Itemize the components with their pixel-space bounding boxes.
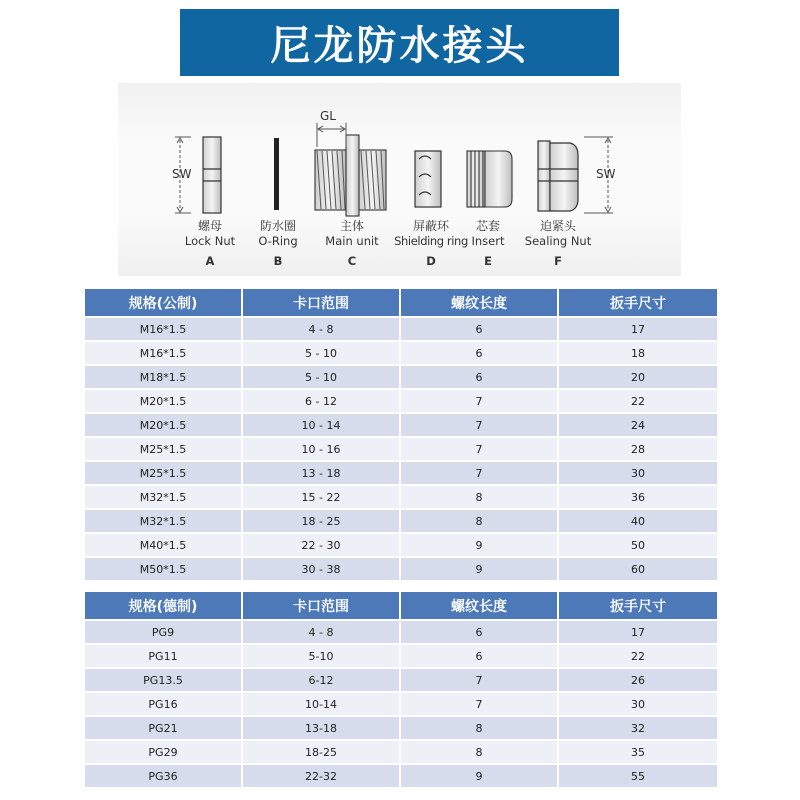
table-cell: M16*1.5: [85, 316, 243, 340]
table-cell: 32: [559, 715, 717, 739]
table-cell: 26: [559, 667, 717, 691]
table-row: [85, 436, 717, 460]
table-cell: PG16: [85, 691, 243, 715]
part-f-code: F: [554, 254, 562, 268]
part-label-e: [466, 219, 510, 269]
table-cell: 7: [401, 460, 559, 484]
pg-spec-table: [85, 592, 717, 787]
part-label-b: [246, 219, 310, 269]
table-cell: 18: [559, 340, 717, 364]
column-header: 卡口范围: [243, 592, 401, 619]
table-cell: 40: [559, 508, 717, 532]
table-cell: PG9: [85, 619, 243, 643]
column-header: 螺纹长度: [401, 592, 559, 619]
part-b-en: O-Ring: [258, 234, 298, 248]
part-a-zh: 螺母: [197, 219, 222, 233]
table-cell: 18 - 25: [243, 508, 401, 532]
table-row: [85, 484, 717, 508]
table-row: [85, 532, 717, 556]
table-row: [85, 508, 717, 532]
table-cell: M25*1.5: [85, 460, 243, 484]
part-b-zh: 防水圈: [259, 219, 296, 233]
table-cell: 8: [401, 508, 559, 532]
table-cell: 6: [401, 340, 559, 364]
part-e-en: Insert: [471, 234, 505, 248]
table-cell: 6: [401, 364, 559, 388]
column-header: 卡口范围: [243, 289, 401, 316]
pg-table-body: [85, 619, 717, 787]
column-header: 规格(德制): [85, 592, 243, 619]
table-cell: 5 - 10: [243, 364, 401, 388]
table-cell: 55: [559, 763, 717, 787]
table-cell: 4 - 8: [243, 619, 401, 643]
table-row: [85, 643, 717, 667]
table-cell: 6: [401, 316, 559, 340]
table-row: [85, 691, 717, 715]
table-cell: 60: [559, 556, 717, 580]
table-row: [85, 556, 717, 580]
table-cell: 22-32: [243, 763, 401, 787]
table-cell: PG29: [85, 739, 243, 763]
table-cell: PG13.5: [85, 667, 243, 691]
sw-label-left: SW: [172, 167, 192, 181]
part-label-a: [178, 219, 242, 269]
table-row: [85, 715, 717, 739]
table-cell: M32*1.5: [85, 508, 243, 532]
part-d-en: Shielding ring: [394, 234, 468, 248]
part-f-zh: 迫紧头: [539, 219, 576, 233]
table-cell: 18-25: [243, 739, 401, 763]
table-cell: 22 - 30: [243, 532, 401, 556]
table-cell: 5-10: [243, 643, 401, 667]
metric-table-body: [85, 316, 717, 580]
column-header: 规格(公制): [85, 289, 243, 316]
part-b-code: B: [273, 254, 283, 268]
table-cell: 22: [559, 388, 717, 412]
page-title: 尼龙防水接头: [180, 9, 619, 76]
table-cell: M32*1.5: [85, 484, 243, 508]
table-cell: 30 - 38: [243, 556, 401, 580]
table-row: [85, 388, 717, 412]
table-row: [85, 412, 717, 436]
table-cell: M50*1.5: [85, 556, 243, 580]
table-cell: M16*1.5: [85, 340, 243, 364]
parts-diagram: [118, 83, 681, 276]
part-c-zh: 主体: [339, 219, 364, 233]
table-row: [85, 667, 717, 691]
table-cell: 50: [559, 532, 717, 556]
table-cell: 24: [559, 412, 717, 436]
table-row: [85, 460, 717, 484]
table-cell: 7: [401, 436, 559, 460]
table-row: [85, 619, 717, 643]
part-e-zh: 芯套: [475, 219, 500, 233]
part-label-f: [520, 219, 596, 269]
table-cell: 36: [559, 484, 717, 508]
part-c-en: Main unit: [325, 234, 379, 248]
table-cell: 17: [559, 316, 717, 340]
table-cell: 28: [559, 436, 717, 460]
table-cell: 9: [401, 532, 559, 556]
column-header: 螺纹长度: [401, 289, 559, 316]
table-cell: 6: [401, 619, 559, 643]
table-cell: 7: [401, 667, 559, 691]
part-d-code: D: [426, 254, 436, 268]
part-label-c: [316, 219, 388, 269]
table-cell: 20: [559, 364, 717, 388]
table-cell: 10 - 16: [243, 436, 401, 460]
gl-label: GL: [320, 109, 336, 123]
table-cell: 8: [401, 484, 559, 508]
metric-spec-table: [85, 289, 717, 580]
table-cell: PG36: [85, 763, 243, 787]
table-cell: 9: [401, 763, 559, 787]
table-cell: 30: [559, 460, 717, 484]
table-cell: 17: [559, 619, 717, 643]
o-ring-drawing: [274, 138, 279, 210]
table-cell: 10-14: [243, 691, 401, 715]
table-header-row: [85, 289, 717, 316]
shielding-ring-drawing: [415, 151, 441, 207]
table-row: [85, 763, 717, 787]
part-f-en: Sealing Nut: [524, 234, 592, 248]
table-cell: PG11: [85, 643, 243, 667]
table-row: [85, 316, 717, 340]
lock-nut-drawing: [203, 137, 221, 213]
table-cell: 13 - 18: [243, 460, 401, 484]
table-cell: 9: [401, 556, 559, 580]
part-d-zh: 屏蔽环: [412, 219, 449, 233]
sealing-nut-drawing: [538, 141, 578, 211]
part-a-code: A: [205, 254, 215, 268]
table-header-row: [85, 592, 717, 619]
table-cell: 13-18: [243, 715, 401, 739]
table-cell: 4 - 8: [243, 316, 401, 340]
part-a-en: Lock Nut: [184, 234, 236, 248]
table-cell: 7: [401, 388, 559, 412]
table-cell: 7: [401, 412, 559, 436]
table-cell: 30: [559, 691, 717, 715]
sw-label-right: SW: [596, 167, 616, 181]
table-row: [85, 364, 717, 388]
table-cell: 6-12: [243, 667, 401, 691]
table-cell: 10 - 14: [243, 412, 401, 436]
gl-dimension: [317, 123, 346, 147]
part-label-d: [393, 219, 469, 269]
insert-drawing: [467, 151, 512, 207]
table-cell: 6: [401, 643, 559, 667]
table-cell: 5 - 10: [243, 340, 401, 364]
table-cell: 8: [401, 739, 559, 763]
table-cell: M40*1.5: [85, 532, 243, 556]
column-header: 扳手尺寸: [559, 289, 717, 316]
table-cell: M20*1.5: [85, 412, 243, 436]
table-cell: 6 - 12: [243, 388, 401, 412]
table-cell: 15 - 22: [243, 484, 401, 508]
table-cell: 7: [401, 691, 559, 715]
table-cell: 35: [559, 739, 717, 763]
table-cell: M20*1.5: [85, 388, 243, 412]
table-cell: 8: [401, 715, 559, 739]
table-row: [85, 739, 717, 763]
table-cell: 22: [559, 643, 717, 667]
table-cell: M18*1.5: [85, 364, 243, 388]
part-c-code: C: [347, 254, 357, 268]
part-e-code: E: [484, 254, 492, 268]
table-cell: M25*1.5: [85, 436, 243, 460]
table-cell: PG21: [85, 715, 243, 739]
column-header: 扳手尺寸: [559, 592, 717, 619]
table-row: [85, 340, 717, 364]
